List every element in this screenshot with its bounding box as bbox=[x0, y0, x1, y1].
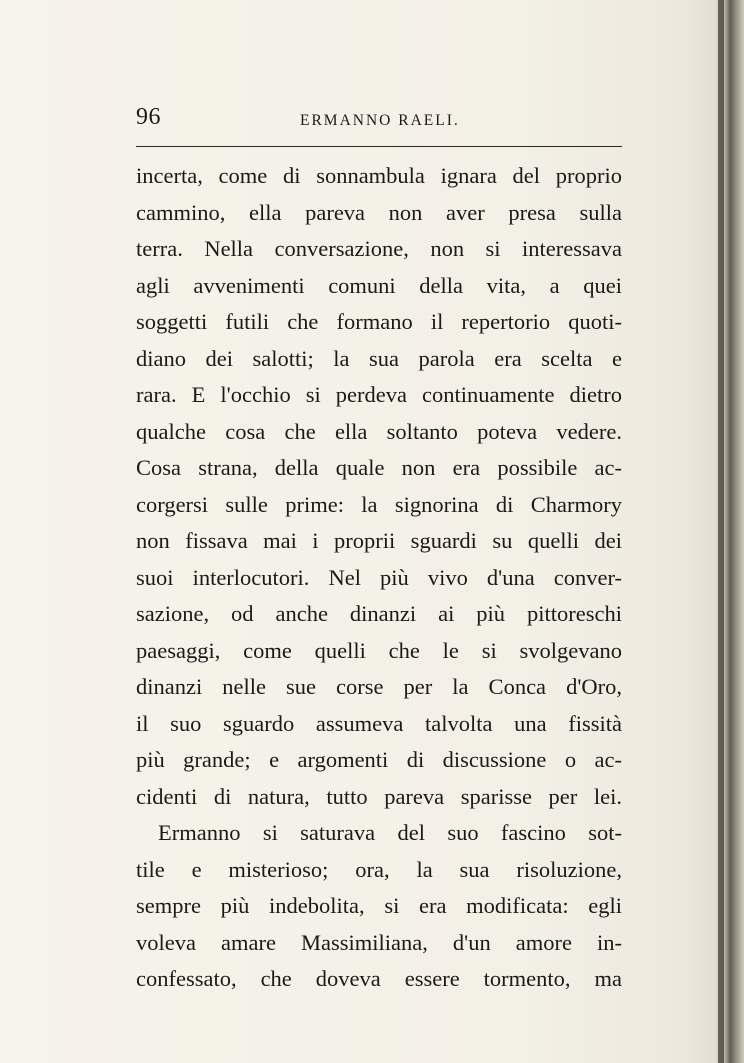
text-line: terra. Nella conversazione, non si interessava bbox=[136, 236, 622, 261]
text-line: corgersi sulle prime: la signorina di Charmory bbox=[136, 491, 622, 517]
text-line: diano dei salotti; la sua parola era scelta e bbox=[136, 345, 622, 371]
text-line: paesaggi, come quelli che le si svolgevano bbox=[136, 637, 622, 663]
text-line: confessato, che doveva essere tormento, ma bbox=[136, 966, 622, 991]
text-line: sazione, od anche dinanzi ai più pittoreschi bbox=[136, 601, 622, 626]
text-line: incerta, come di sonnambula ignara del proprio bbox=[136, 163, 622, 188]
text-line: cammino, ella pareva non aver presa sulla bbox=[136, 199, 622, 225]
text-line: agli avvenimenti comuni della vita, a quei bbox=[136, 272, 622, 298]
paragraph-last-line: cidenti di natura, tutto pareva sparisse per lei. bbox=[136, 783, 622, 809]
text-line: Cosa strana, della quale non era possibile ac- bbox=[136, 455, 622, 480]
text-line: dinanzi nelle sue corse per la Conca d'Oro, bbox=[136, 674, 622, 699]
text-line: voleva amare Massimiliana, d'un amore in- bbox=[136, 929, 622, 955]
page-header bbox=[136, 104, 622, 136]
text-line: sempre più indebolita, si era modificata: egli bbox=[136, 893, 622, 918]
text-line: qualche cosa che ella soltanto poteva vedere. bbox=[136, 418, 622, 444]
page-number: 96 bbox=[136, 104, 161, 130]
body-text bbox=[136, 158, 622, 998]
binding-shadow bbox=[718, 0, 724, 1063]
running-head: ERMANNO RAELI. bbox=[300, 112, 460, 129]
text-line: rara. E l'occhio si perdeva continuamente dietro bbox=[136, 382, 622, 407]
text-line: soggetti futili che formano il repertorio quoti- bbox=[136, 309, 622, 334]
text-line: non fissava mai i proprii sguardi su quelli dei bbox=[136, 528, 622, 553]
paragraph-first-line: Ermanno si saturava del suo fascino sot- bbox=[158, 820, 622, 845]
text-line: più grande; e argomenti di discussione o ac- bbox=[136, 747, 622, 772]
text-line: il suo sguardo assumeva talvolta una fissità bbox=[136, 710, 622, 736]
text-line: suoi interlocutori. Nel più vivo d'una conver- bbox=[136, 564, 622, 590]
text-line: tile e misterioso; ora, la sua risoluzione, bbox=[136, 856, 622, 882]
header-rule bbox=[136, 146, 622, 147]
